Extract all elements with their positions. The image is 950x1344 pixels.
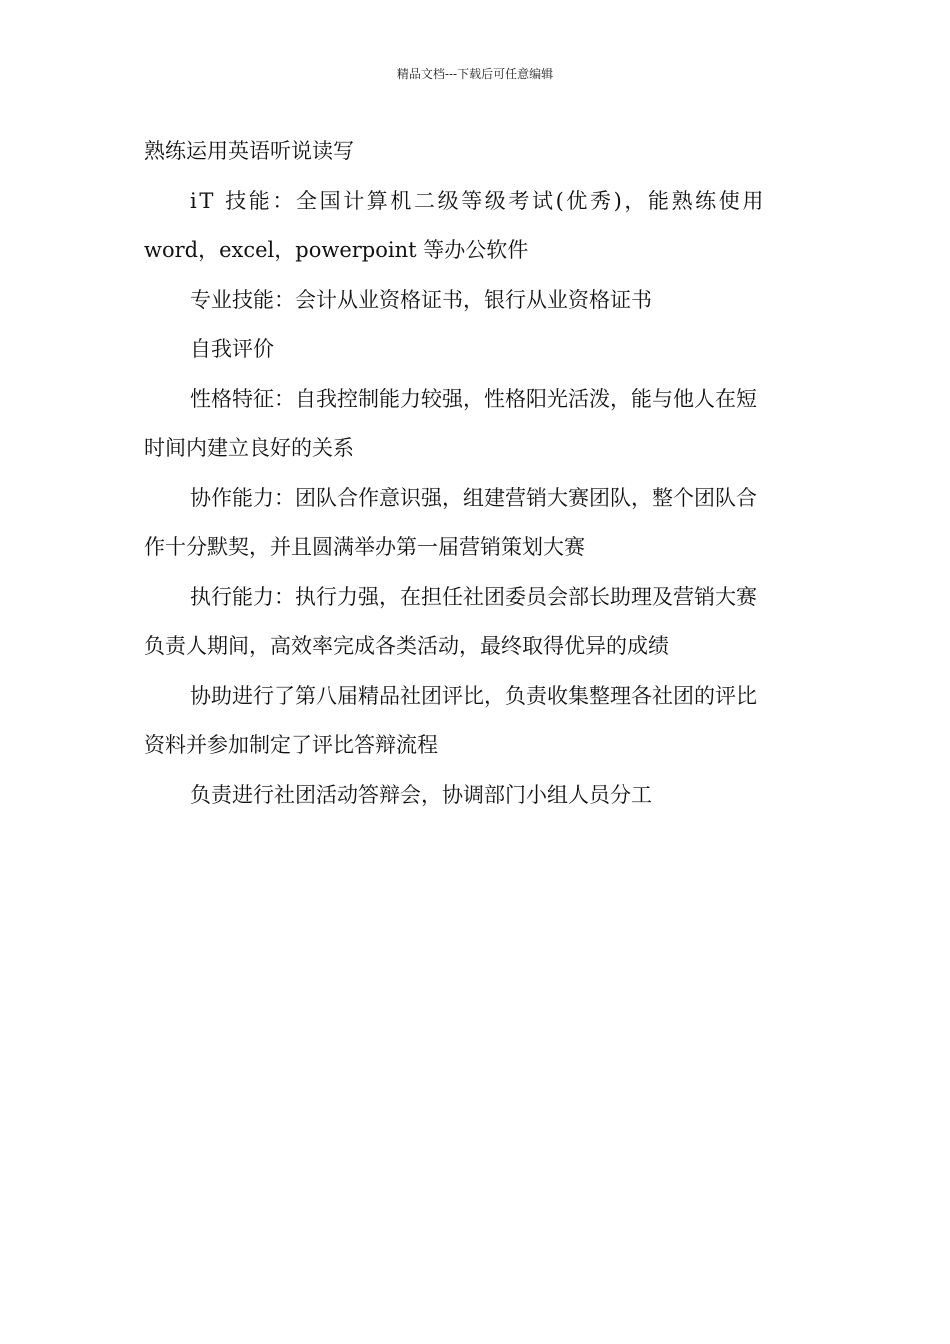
paragraph-defense-meeting bbox=[144, 771, 808, 821]
page-header: 精品文档---下载后可任意编辑 bbox=[396, 67, 554, 81]
paragraph-cooperation bbox=[144, 474, 808, 573]
paragraph-club-evaluation bbox=[144, 672, 808, 771]
paragraph-line: word，excel，powerpoint 等办公软件 bbox=[144, 238, 529, 262]
paragraph-execution bbox=[144, 573, 808, 672]
paragraph-line: 作十分默契，并且圆满举办第一届营销策划大赛 bbox=[144, 535, 585, 559]
paragraph-line: iT 技能：全国计算机二级等级考试(优秀)，能熟练使用 bbox=[190, 188, 766, 213]
paragraph-it-skills bbox=[144, 177, 808, 276]
paragraph-line: 协作能力：团队合作意识强，组建营销大赛团队，整个团队合 bbox=[190, 485, 757, 510]
paragraph-professional-skills bbox=[144, 276, 808, 326]
paragraph-line: 熟练运用英语听说读写 bbox=[144, 139, 354, 163]
paragraph-line: 协助进行了第八届精品社团评比，负责收集整理各社团的评比 bbox=[190, 683, 757, 708]
paragraph-line: 负责人期间，高效率完成各类活动，最终取得优异的成绩 bbox=[144, 634, 669, 658]
paragraph-line: 性格特征：自我控制能力较强，性格阳光活泼，能与他人在短 bbox=[190, 386, 757, 411]
paragraph-line: 资料并参加制定了评比答辩流程 bbox=[144, 733, 438, 757]
paragraph-line: 执行能力：执行力强，在担任社团委员会部长助理及营销大赛 bbox=[190, 584, 757, 609]
paragraph-line: 时间内建立良好的关系 bbox=[144, 436, 354, 460]
document-body bbox=[144, 127, 808, 820]
paragraph-personality bbox=[144, 375, 808, 474]
paragraph-english-skills bbox=[144, 127, 808, 177]
section-heading-self-evaluation bbox=[144, 325, 808, 375]
paragraph-line: 负责进行社团活动答辩会，协调部门小组人员分工 bbox=[190, 782, 652, 807]
paragraph-line: 专业技能：会计从业资格证书，银行从业资格证书 bbox=[190, 287, 652, 312]
paragraph-line: 自我评价 bbox=[190, 337, 274, 361]
